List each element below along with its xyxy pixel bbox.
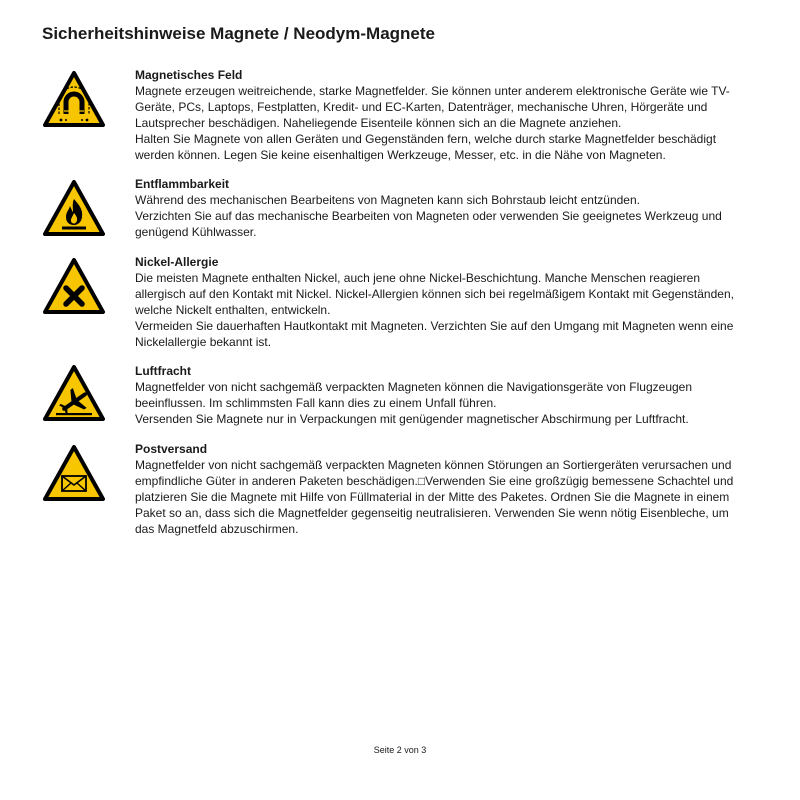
section-heading: Luftfracht: [135, 364, 191, 378]
postal-mail-warning-icon: [42, 444, 106, 502]
section-heading: Magnetisches Feld: [135, 68, 243, 82]
magnetic-field-warning-icon: [42, 70, 106, 128]
flammable-warning-icon: [42, 179, 106, 237]
paragraph: Verzichten Sie auf das mechanische Bearbeiten von Magneten oder verwenden Sie geeignetes Werkzeug und genügend Kühlwasser.: [135, 209, 722, 239]
paragraph: Magnete erzeugen weitreichende, starke Magnetfelder. Sie können unter anderem elektronische Geräte wie TV-Geräte, PCs, Laptops, Festplatten, Kredit- und EC-Karten, Datenträger, mechanische Uhren, Hörgeräte und Lautsprecher beschädigen. Naheliegende Eisenteile können sich an die Magnete anziehen.: [135, 84, 730, 130]
paragraph: Magnetfelder von nicht sachgemäß verpackten Magneten können Störungen an Sortiergeräten verursachen und empfindliche Güter in anderen Paketen beschädigen.□Verwenden Sie eine großzügig bemessene Schachtel und platzieren Sie die Magnete mit Hilfe von Füllmaterial in der Mitte des Paketes. Ordnen Sie die Magnete in einem Paket so an, dass sich die Magnetfelder gegenseitig neutralisieren. Verwenden Sie wenn nötig Eisenbleche, um das Magnetfeld abzuschirmen.: [135, 458, 734, 536]
section-text: [135, 364, 747, 427]
harmful-irritant-warning-icon: [42, 257, 106, 315]
section-text: [135, 442, 747, 537]
section-text: [135, 68, 747, 163]
air-freight-warning-icon: [42, 364, 106, 422]
paragraph: Während des mechanischen Bearbeitens von Magneten kann sich Bohrstaub leicht entzünden.: [135, 193, 640, 207]
paragraph: Vermeiden Sie dauerhaften Hautkontakt mit Magneten. Verzichten Sie auf den Umgang mit Magneten wenn eine Nickelallergie bekannt ist.: [135, 319, 734, 349]
section-text: [135, 255, 747, 350]
page-number-footer: Seite 2 von 3: [373, 745, 427, 755]
paragraph: Versenden Sie Magnete nur in Verpackungen mit genügender magnetischer Abschirmung per Luftfracht.: [135, 412, 689, 426]
section-text: [135, 177, 747, 240]
page-title: Sicherheitshinweise Magnete / Neodym-Magnete: [42, 24, 435, 43]
section-heading: Entflammbarkeit: [135, 177, 230, 191]
section-heading: Nickel-Allergie: [135, 255, 219, 269]
paragraph: Magnetfelder von nicht sachgemäß verpackten Magneten können die Navigationsgeräte von Flugzeugen beeinflussen. Im schlimmsten Fall kann dies zu einem Unfall führen.: [135, 380, 693, 410]
paragraph: Halten Sie Magnete von allen Geräten und Gegenständen fern, welche durch starke Magnetfelder beschädigt werden können. Legen Sie keine eisenhaltigen Werkzeuge, Messer, etc. in die Nähe von Magneten.: [135, 132, 717, 162]
section-heading: Postversand: [135, 442, 208, 456]
paragraph: Die meisten Magnete enthalten Nickel, auch jene ohne Nickel-Beschichtung. Manche Menschen reagieren allergisch auf den Kontakt mit Nickel. Nickel-Allergien können sich bei regelmäßigem Kontakt mit Gegenständen, welche Nickelt enthalten, entwickeln.: [135, 271, 734, 317]
